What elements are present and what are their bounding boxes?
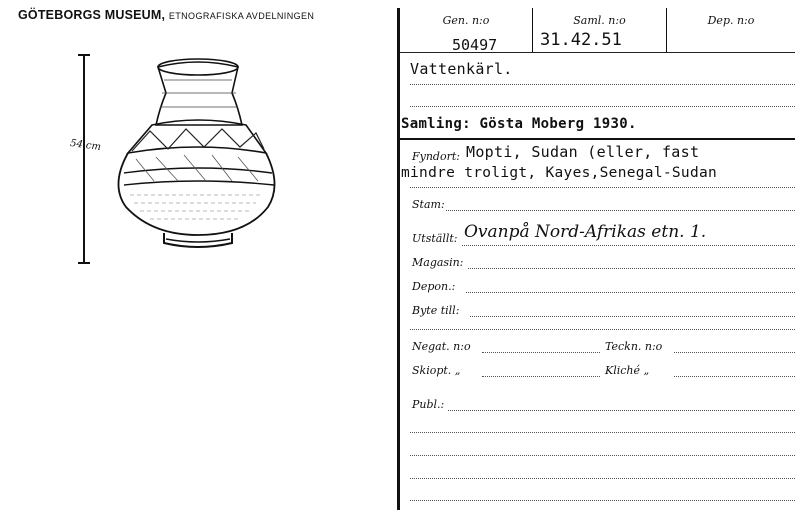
object-line-2 <box>410 106 795 107</box>
byte-line <box>470 316 795 317</box>
fyndort-label: Fyndort: <box>412 150 460 163</box>
gen-label: Gen. n:o <box>442 14 490 27</box>
utstallt-line <box>462 245 795 246</box>
fyndort-line-3 <box>410 187 795 188</box>
height-note: 54 cm <box>69 137 102 154</box>
cliche-label: Kliché „ <box>605 364 650 377</box>
cliche-line <box>674 376 795 377</box>
publ-line-3 <box>410 455 795 456</box>
utstallt-label: Utställt: <box>412 232 458 245</box>
samling-rule <box>400 138 795 140</box>
magasin-line <box>468 268 795 269</box>
publ-line-2 <box>410 432 795 433</box>
depon-line <box>466 292 795 293</box>
skiopt-line <box>482 376 600 377</box>
negat-label: Negat. n:o <box>412 340 471 353</box>
saml-value: 31.42.51 <box>540 30 622 50</box>
teckn-label: Teckn. n:o <box>605 340 663 353</box>
dep-label: Dep. n:o <box>707 14 755 27</box>
negat-line <box>482 352 600 353</box>
museum-header <box>18 8 314 22</box>
card-left-border <box>397 8 400 510</box>
depon-label: Depon.: <box>412 280 456 293</box>
teckn-line <box>674 352 795 353</box>
magasin-label: Magasin: <box>412 256 464 269</box>
stam-label: Stam: <box>412 198 445 211</box>
object-line-1 <box>410 84 795 85</box>
publ-line-5 <box>410 500 795 501</box>
skiopt-label: Skiopt. „ <box>412 364 461 377</box>
fyndort-line-1: Mopti, Sudan (eller, fast <box>466 143 700 161</box>
publ-line-4 <box>410 478 795 479</box>
vessel-drawing <box>60 45 290 275</box>
publ-label: Publ.: <box>412 398 445 411</box>
gen-value: 50497 <box>452 36 498 54</box>
saml-label: Saml. n:o <box>573 14 626 27</box>
museum-department: ETNOGRAFISKA AVDELNINGEN <box>168 11 315 21</box>
stam-line <box>446 210 795 211</box>
utstallt-value: Ovanpå Nord-Afrikas etn. 1. <box>464 222 707 242</box>
separator-dots <box>410 329 795 330</box>
byte-label: Byte till: <box>412 304 460 317</box>
samling-text: Samling: Gösta Moberg 1930. <box>401 116 637 132</box>
object-name: Vattenkärl. <box>410 60 513 78</box>
publ-line-1 <box>448 410 795 411</box>
museum-name: GÖTEBORGS MUSEUM, <box>18 8 166 22</box>
fyndort-line-2: mindre troligt, Kayes,Senegal-Sudan <box>401 165 718 181</box>
